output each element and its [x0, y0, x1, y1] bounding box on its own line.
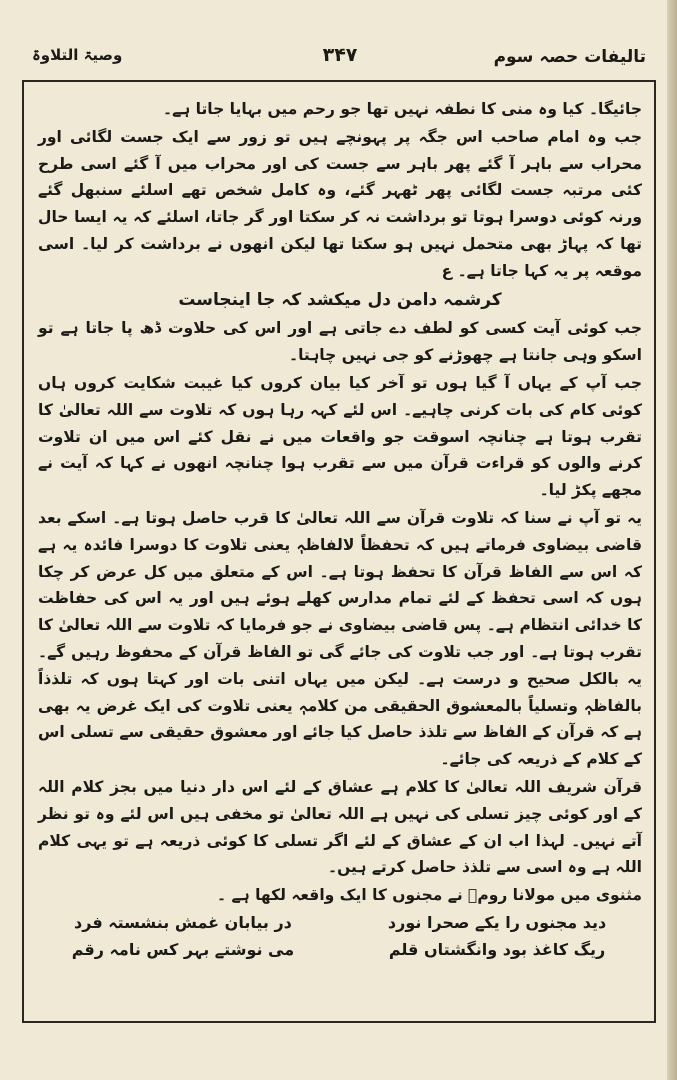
paragraph: یہ تو آپ نے سنا کہ تلاوت قرآن سے اللہ تعالیٰ کا قرب حاصل ہوتا ہے۔ اسکے بعد قاضی بیضاوی فرماتے ہیں کہ تحفظاً لالفاظہٖ یعنی تلاوت کا دوسرا فائدہ یہ ہے کہ اس سے الفاظ قرآن کا تحفظ ہوتا ہے۔ اس کے متعلق میں کل عرض کر چکا ہوں کہ اسی تحفظ کے لئے تمام مدارس کھلے ہوئے ہیں اور یہ اس کی حفاظت کا خدائی انتظام ہے۔ پس قاضی بیضاوی نے جو فرمایا کہ تلاوت سے اللہ تعالیٰ کا تقرب ہوتا ہے۔ اور جب تلاوت کی جائے گی تو الفاظ قرآن کے محفوظ رہیں گے۔ یہ بالکل صحیح و درست ہے۔ لیکن میں یہاں اتنی بات اور کہتا ہوں کہ تلذذاً بالفاظہٖ وتسلیاً بالمعشوق الحقیقی من کلامہٖ یعنی تلاوت کی ایک غرض یہ بھی ہے کہ قرآن کے الفاظ سے تلذذ حاصل کیا جائے اور معشوق حقیقی سے تسلی اس کے کلام کے ذریعہ کی جائے۔: [38, 508, 642, 769]
paragraph: قرآن شریف اللہ تعالیٰ کا کلام ہے عشاق کے لئے اس دار دنیا میں بجز کلام اللہ کے اور کوئی چیز تسلی کی نہیں ہے اللہ تعالیٰ تو مخفی ہیں اس لئے وہ تو نظر آتے نہیں۔ لہذا اب ان کے عشاق کے لئے اگر تسلی کا کوئی ذریعہ ہے تو یہی کلام اللہ ہے وہ اسی سے تلذذ حاصل کرتے ہیں۔: [38, 777, 642, 877]
running-title: تالیفات حصہ سوم: [493, 47, 646, 67]
verse-hemistich: دید مجنوں را یکے صحرا نورد: [387, 912, 607, 932]
page-number: ۳۴۷: [322, 44, 358, 66]
poetry-line: کرشمہ دامن دل میکشد کہ جا اینجاست: [178, 289, 502, 310]
paragraph: جب کوئی آیت کسی کو لطف دے جاتی ہے اور اس کی حلاوت ڈھ پا جاتا ہے تو اسکو وہی جانتا ہے چھوڑنے کو جی نہیں چاہتا۔: [38, 319, 642, 365]
section-label: وصیۃ التلاوۃ: [32, 46, 123, 64]
paragraph: جب آپ کے یہاں آ گیا ہوں تو آخر کیا بیان کروں کیا غیبت شکایت کروں ہاں کوئی کام کی بات کرنی چاہیے۔ اس لئے کہہ رہا ہوں کہ تلاوت سے اللہ تعالیٰ کا تقرب ہوتا ہے چنانچہ اسوقت جو واقعات میں نے نقل کئے اس میں ان تلاوت کرنے والوں کو قراءت قرآن میں سے تقرب ہوا چنانچہ انھوں نے کہا کہ آیت نے مجھے پکڑ لیا۔: [38, 373, 642, 500]
verse-couplet: [38, 936, 642, 963]
page-header: [22, 40, 658, 74]
page-edge: [667, 0, 677, 1080]
paragraph: جائیگا۔ کیا وہ منی کا نطفہ نہیں تھا جو رحم میں بہایا جاتا ہے۔: [163, 100, 642, 118]
verse-hemistich: می نوشتے بہر کس نامہ رقم: [71, 939, 295, 959]
paragraph: جب وہ امام صاحب اس جگہ پر پہونچے ہیں تو زور سے ایک جست لگائی اور محراب سے باہر آ گئے پھر باہر سے جست کی اور محراب میں آ گئے اسی طرح کئی مرتبہ جست لگائی پھر ٹھہر گئے، وہ کامل شخص تھے اسلئے سنبھل گئے ورنہ کوئی دوسرا ہوتا تو برداشت نہ کر سکتا اور گر جاتا، اسلئے کہ یہ ایسا حال تھا کہ پہاڑ بھی متحمل نہیں ہو سکتا تھا لیکن انھوں نے برداشت کر لیا۔ اسی موقعہ پر یہ کہا جاتا ہے۔ ع: [38, 127, 642, 280]
verse-hemistich: ریگ کاغذ بود وانگشتاں قلم: [388, 939, 606, 959]
verse-hemistich: در بیابان غمش بنشستہ فرد: [74, 912, 292, 932]
verse-couplet: [38, 909, 642, 936]
page-body: [38, 96, 642, 963]
paragraph: مثنوی میں مولانا رومؒ نے مجنوں کا ایک واقعہ لکھا ہے ۔: [217, 886, 642, 905]
